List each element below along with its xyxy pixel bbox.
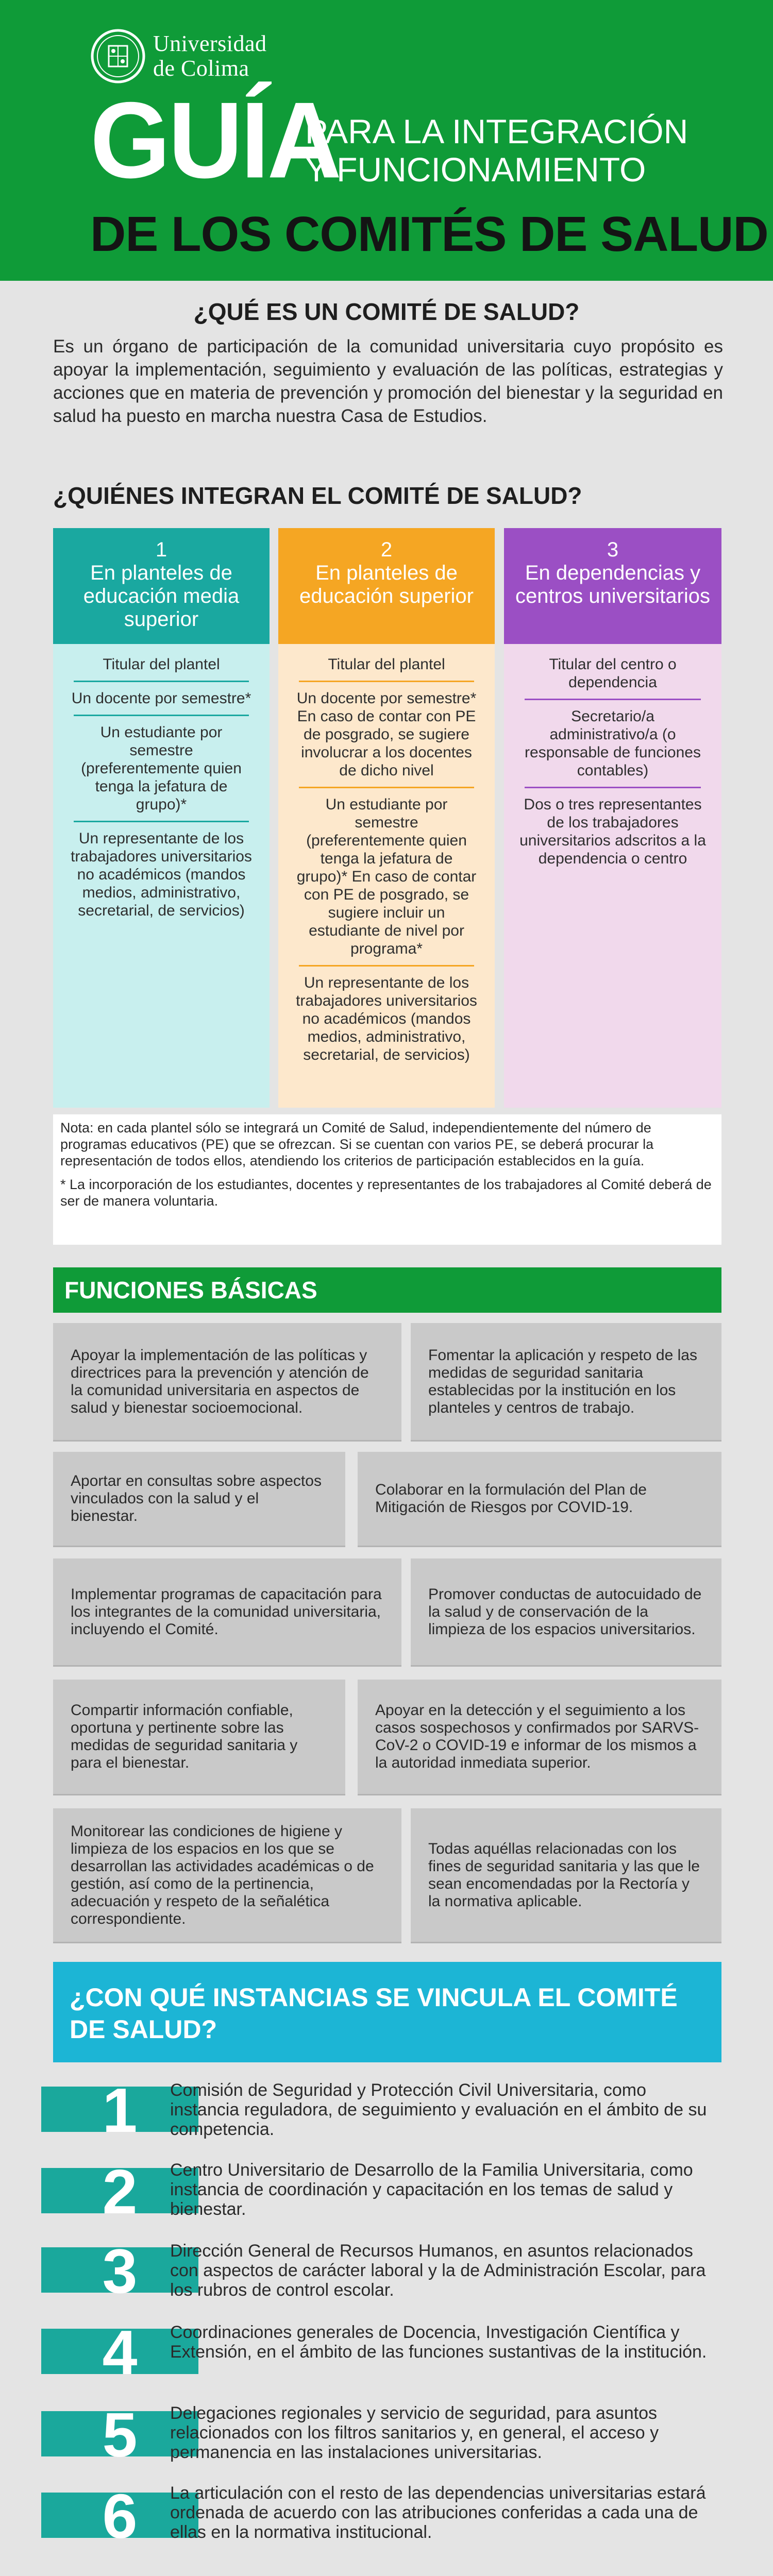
- university-seal-icon: [90, 28, 146, 84]
- instancia-number: 1: [41, 2087, 198, 2132]
- instancia-text: La articulación con el resto de las dependencias universitarias estará ordenada de acuerdo con las atribuciones conferidas a cada una de ellas en la normativa institucional.: [170, 2483, 706, 2542]
- instancia-number: 5: [41, 2411, 198, 2456]
- subtitle-line1: PARA LA INTEGRACIÓN: [305, 112, 688, 150]
- column-title: En planteles de educación superior: [299, 562, 474, 607]
- divider: [299, 681, 474, 682]
- member-item: Un representante de los trabajadores universitarios no académicos (mandos medios, administrativo, secretarial, de servicios): [71, 830, 252, 919]
- member-item: Un estudiante por semestre (preferentemente quien tenga la jefatura de grupo)* En caso de contar con PE de posgrado, se sugiere incluir un estudiante de nivel por programa*: [296, 796, 477, 957]
- funcion-card: Fomentar la aplicación y respeto de las medidas de seguridad sanitaria establecidas por la institución en los planteles y centros de trabajo.: [411, 1323, 721, 1442]
- member-item: Un docente por semestre* En caso de contar con PE de posgrado, se sugiere involucrar a los docentes de dicho nivel: [296, 690, 477, 779]
- instancia-text: Dirección General de Recursos Humanos, en asuntos relacionados con aspectos de carácter laboral y la de Administración Escolar, para los rubros de control escolar.: [170, 2241, 706, 2300]
- instancia-number: 3: [41, 2247, 198, 2293]
- instancia-text: Delegaciones regionales y servicio de seguridad, para asuntos relacionados con los filtros sanitarios y, en general, el acceso y permanencia en las instalaciones universitarias.: [170, 2403, 659, 2462]
- column-header-superior: [278, 528, 495, 644]
- note-box: [53, 1114, 721, 1245]
- instancia-text: Coordinaciones generales de Docencia, Investigación Científica y Extensión, en el ámbito de las funciones sustantivas de la institución.: [170, 2323, 707, 2362]
- instancia-text: Comisión de Seguridad y Protección Civil Universitaria, como instancia reguladora, de seguimiento y evaluación en el ámbito de su competencia.: [170, 2080, 707, 2139]
- university-name-line2: de Colima: [153, 56, 249, 81]
- funcion-card: Monitorear las condiciones de higiene y limpieza de los espacios en los que se desarrollan las actividades académicas o de gestión, así como de la pertinencia, adecuación y respeto de la señalética correspondiente.: [53, 1808, 401, 1943]
- member-item: Un estudiante por semestre (preferentemente quien tenga la jefatura de grupo)*: [81, 724, 242, 813]
- divider: [299, 965, 474, 967]
- member-item: Dos o tres representantes de los trabajadores universitarios adscritos a la dependencia o centro: [519, 796, 706, 867]
- main-title: DE LOS COMITÉS DE SALUD: [90, 207, 768, 262]
- column-header-dependencias: [504, 528, 721, 644]
- guia-word: GUÍA: [90, 80, 340, 201]
- subtitle-line2: Y FUNCIONAMIENTO: [305, 150, 646, 189]
- instancia-number: 4: [41, 2329, 198, 2374]
- instancia-number: 6: [41, 2493, 198, 2538]
- member-item: Titular del plantel: [328, 656, 445, 673]
- divider: [525, 787, 701, 788]
- intro-text: Es un órgano de participación de la comunidad universitaria cuyo propósito es apoyar la implementación, seguimiento y evaluación de las políticas, estrategias y acciones que en materia de prevención y promoción del bienestar y la seguridad en salud ha puesto en marcha nuestra Casa de Estudios.: [53, 336, 723, 426]
- column-title: En dependencias y centros universitarios: [515, 562, 710, 607]
- member-item: Titular del centro o dependencia: [549, 656, 677, 691]
- divider: [74, 681, 249, 682]
- funcion-card: Implementar programas de capacitación para los integrantes de la comunidad universitaria, incluyendo el Comité.: [53, 1558, 401, 1667]
- university-name-line1: Universidad: [153, 31, 267, 56]
- funcion-card: Promover conductas de autocuidado de la salud y de conservación de la limpieza de los espacios universitarios.: [411, 1558, 721, 1667]
- divider: [74, 821, 249, 822]
- funcion-card: Compartir información confiable, oportuna y pertinente sobre las medidas de seguridad sanitaria y para el bienestar.: [53, 1680, 345, 1795]
- intro-heading: ¿QUÉ ES UN COMITÉ DE SALUD?: [193, 298, 580, 325]
- note-footnote: * La incorporación de los estudiantes, docentes y representantes de los trabajadores al Comité deberá de ser de manera voluntaria.: [60, 1177, 712, 1209]
- member-item: Un representante de los trabajadores universitarios no académicos (mandos medios, administrativo, secretarial, de servicios): [296, 974, 477, 1063]
- divider: [525, 699, 701, 700]
- funcion-card: Apoyar en la detección y el seguimiento a los casos sospechosos y confirmados por SARVS-CoV-2 o COVID-19 e informar de los mismos a la autoridad inmediata superior.: [358, 1680, 721, 1795]
- university-logo: [90, 28, 267, 84]
- member-item: Secretario/a administrativo/a (o responsable de funciones contables): [525, 708, 701, 779]
- instancia-text: Centro Universitario de Desarrollo de la Familia Universitaria, como instancia de coordinación y capacitación en los temas de salud y bienestar.: [170, 2160, 693, 2219]
- divider: [299, 787, 474, 788]
- header-banner: [0, 0, 773, 281]
- column-title: En planteles de educación media superior: [83, 562, 240, 631]
- member-item: Un docente por semestre*: [71, 690, 251, 707]
- integrantes-heading: ¿QUIÉNES INTEGRAN EL COMITÉ DE SALUD?: [53, 482, 582, 509]
- funcion-card: Apoyar la implementación de las políticas y directrices para la prevención y atención de la comunidad universitaria en aspectos de salud y bienestar socioemocional.: [53, 1323, 401, 1442]
- instancia-number: 2: [41, 2168, 198, 2213]
- column-body-media-superior: [53, 644, 270, 1108]
- member-item: Titular del plantel: [103, 656, 220, 673]
- funciones-heading: FUNCIONES BÁSICAS: [53, 1267, 721, 1313]
- column-body-superior: [278, 644, 495, 1108]
- column-number: 1: [155, 538, 167, 561]
- column-header-media-superior: [53, 528, 270, 644]
- funcion-card: Colaborar en la formulación del Plan de Mitigación de Riesgos por COVID-19.: [358, 1452, 721, 1547]
- column-body-dependencias: [504, 644, 721, 1108]
- column-number: 2: [380, 538, 393, 561]
- note-text: Nota: en cada plantel sólo se integrará un Comité de Salud, independientemente del número de programas educativos (PE) que se ofrezcan. Si se cuentan con varios PE, se deberá procurar la representación de todos ellos, atendiendo los criterios de participación establecidos en la guía.: [60, 1120, 654, 1168]
- funcion-card: Aportar en consultas sobre aspectos vinculados con la salud y el bienestar.: [53, 1452, 345, 1547]
- column-number: 3: [607, 538, 619, 561]
- divider: [74, 715, 249, 716]
- instancias-heading: ¿CON QUÉ INSTANCIAS SE VINCULA EL COMITÉ DE SALUD?: [53, 1962, 721, 2062]
- funcion-card: Todas aquéllas relacionadas con los fines de seguridad sanitaria y las que le sean encomendadas por la Rectoría y la normativa aplicable.: [411, 1808, 721, 1943]
